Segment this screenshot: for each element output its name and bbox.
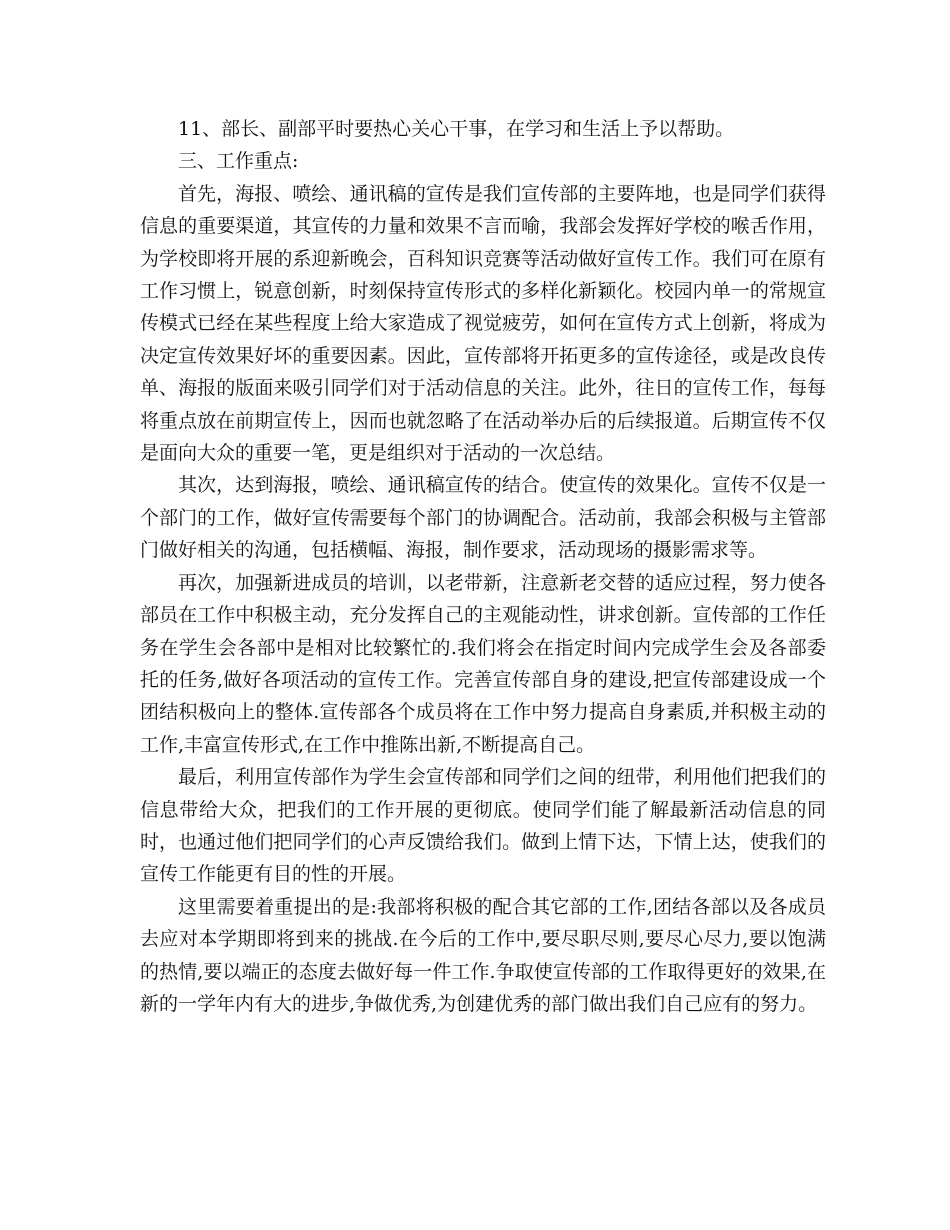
document-body xyxy=(140,113,826,1020)
paragraph-emphasis: 这里需要着重提出的是:我部将积极的配合其它部的工作,团结各部以及各成员去应对本学期即将到来的挑战.在今后的工作中,要尽职尽则,要尽心尽力,要以饱满的热情,要以端正的态度去做好每一件工作.争取使宣传部的工作取得更好的效果,在新的一学年内有大的进步,争做优秀,为创建优秀的部门做出我们自己应有的努力。 xyxy=(140,895,826,1015)
paragraph-first: 首先，海报、喷绘、通讯稿的宣传是我们宣传部的主要阵地，也是同学们获得信息的重要渠道，其宣传的力量和效果不言而喻，我部会发挥好学校的喉舌作用，为学校即将开展的系迎新晚会，百科知识竞赛等活动做好宣传工作。我们可在原有工作习惯上，锐意创新，时刻保持宣传形式的多样化新颖化。校园内单一的常规宣传模式已经在某些程度上给大家造成了视觉疲劳，如何在宣传方式上创新，将成为决定宣传效果好坏的重要因素。因此，宣传部将开拓更多的宣传途径，或是改良传单、海报的版面来吸引同学们对于活动信息的关注。此外，往日的宣传工作，每每将重点放在前期宣传上，因而也就忽略了在活动举办后的后续报道。后期宣传不仅是面向大众的重要一笔，更是组织对于活动的一次总结。 xyxy=(140,182,826,465)
paragraph-item-11: 11、部长、副部平时要热心关心干事，在学习和生活上予以帮助。 xyxy=(178,118,735,140)
paragraph-last: 最后，利用宣传部作为学生会宣传部和同学们之间的纽带，利用他们把我们的信息带给大众，把我们的工作开展的更彻底。使同学们能了解最新活动信息的同时，也通过他们把同学们的心声反馈给我们。做到上情下达，下情上达，使我们的宣传工作能更有目的性的开展。 xyxy=(140,766,826,886)
paragraph-third: 再次，加强新进成员的培训，以老带新，注意新老交替的适应过程，努力使各部员在工作中积极主动，充分发挥自己的主观能动性，讲求创新。宣传部的工作任务在学生会各部中是相对比较繁忙的.我们将会在指定时间内完成学生会及各部委托的任务,做好各项活动的宣传工作。完善宣传部自身的建设,把宣传部建设成一个团结积极向上的整体.宣传部各个成员将在工作中努力提高自身素质,并积极主动的工作,丰富宣传形式,在工作中推陈出新,不断提高自己。 xyxy=(140,571,826,756)
section-heading-work-focus: 三、工作重点: xyxy=(178,150,299,173)
paragraph-second: 其次，达到海报，喷绘、通讯稿宣传的结合。使宣传的效果化。宣传不仅是一个部门的工作，做好宣传需要每个部门的协调配合。活动前，我部会积极与主管部门做好相关的沟通，包括横幅、海报，制作要求，活动现场的摄影需求等。 xyxy=(140,474,826,562)
